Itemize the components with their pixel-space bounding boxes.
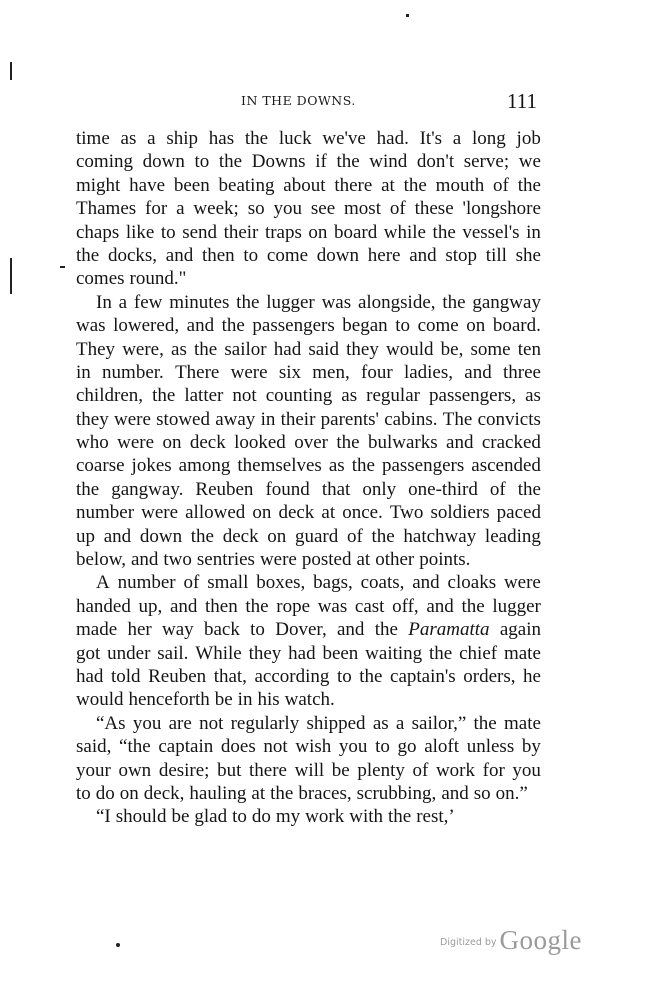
- text-line: to do on deck, hauling at the braces, scrubbing, and so on.”: [76, 782, 528, 804]
- text-line: chaps like to send their traps on board while the vessel's in: [76, 221, 541, 243]
- text-line: coarse jokes among themselves as the passengers ascended: [76, 455, 541, 477]
- scan-speck: [60, 266, 65, 268]
- text-line: was lowered, and the passengers began to come on board.: [76, 315, 541, 337]
- text-line: handed up, and then the rope was cast off, and the lugger: [76, 595, 541, 617]
- scan-speck: [10, 62, 12, 80]
- body-text: [76, 127, 541, 829]
- text-line: had told Reuben that, according to the captain's orders, he: [76, 665, 541, 687]
- text-line: time as a ship has the luck we've had. It's a long job: [76, 128, 541, 149]
- paragraph: [76, 805, 541, 828]
- text-line: children, the latter not counting as regular passengers, as: [76, 385, 541, 407]
- text-line: might have been beating about there at the mouth of the: [76, 174, 541, 196]
- text-line: they were stowed away in their parents' cabins. The convicts: [76, 408, 541, 430]
- google-logo-text: Google: [499, 925, 583, 955]
- text-line: would henceforth be in his watch.: [76, 689, 335, 711]
- text-line: made her way back to Dover, and the Paramatta again: [76, 619, 541, 641]
- text-line: who were on deck looked over the bulwarks and cracked: [76, 432, 541, 454]
- scan-speck: [116, 943, 120, 947]
- digitized-label: Digitized by: [440, 937, 497, 948]
- paragraph: [76, 571, 541, 711]
- text-line: the docks, and then to come down here and stop till she: [76, 244, 541, 266]
- page-number: 111: [507, 89, 537, 113]
- running-head: IN THE DOWNS.: [241, 93, 356, 108]
- text-line: “I should be glad to do my work with the rest,’: [96, 806, 455, 828]
- text-line: “As you are not regularly shipped as a sailor,” the mate: [96, 712, 541, 734]
- scan-speck: [10, 258, 12, 294]
- text-line: They were, as the sailor had said they would be, some ten: [76, 338, 541, 360]
- text-line: said, “the captain does not wish you to go aloft unless by: [76, 736, 541, 758]
- paragraph: [76, 127, 541, 291]
- text-line: A number of small boxes, bags, coats, and cloaks were: [96, 572, 541, 594]
- page-header: [76, 89, 541, 113]
- scan-speck: [406, 14, 409, 17]
- text-line: got under sail. While they had been waiting the chief mate: [76, 642, 541, 664]
- text-line: your own desire; but there will be plenty of work for you: [76, 759, 541, 781]
- text-line: Thames for a week; so you see most of these 'longshore: [76, 198, 541, 220]
- text-line: In a few minutes the lugger was alongside, the gangway: [96, 291, 541, 313]
- text-line: coming down to the Downs if the wind don't serve; we: [76, 151, 541, 173]
- paragraph: [76, 712, 541, 806]
- text-line: up and down the deck on guard of the hatchway leading: [76, 525, 541, 547]
- digitized-by-google-watermark: [440, 925, 582, 956]
- text-line: in number. There were six men, four ladies, and three: [76, 361, 541, 383]
- text-line: comes round.": [76, 268, 187, 290]
- text-line: number were allowed on deck at once. Two soldiers paced: [76, 502, 541, 524]
- text-line: the gangway. Reuben found that only one-third of the: [76, 478, 541, 500]
- paragraph: [76, 291, 541, 572]
- text-line: below, and two sentries were posted at other points.: [76, 549, 471, 571]
